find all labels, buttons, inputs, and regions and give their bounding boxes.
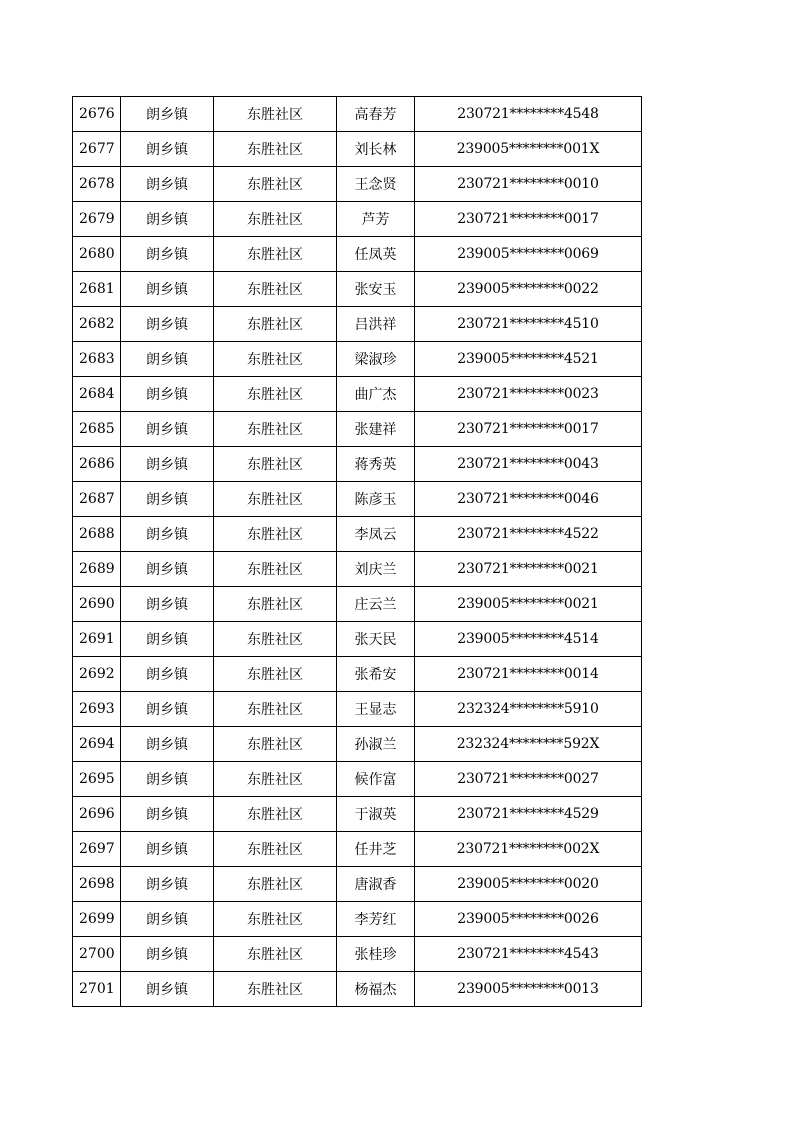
town-cell: 朗乡镇 <box>121 482 214 517</box>
name-cell: 候作富 <box>337 762 415 797</box>
row-number-cell: 2694 <box>73 727 121 762</box>
town-cell: 朗乡镇 <box>121 972 214 1007</box>
table-row <box>73 692 642 727</box>
row-number-cell: 2684 <box>73 377 121 412</box>
town-cell: 朗乡镇 <box>121 692 214 727</box>
town-cell: 朗乡镇 <box>121 202 214 237</box>
town-cell: 朗乡镇 <box>121 622 214 657</box>
table-row <box>73 832 642 867</box>
table-row <box>73 972 642 1007</box>
row-number-cell: 2676 <box>73 97 121 132</box>
table-row <box>73 342 642 377</box>
id-number-cell: 230721********0017 <box>415 412 642 447</box>
name-cell: 曲广杰 <box>337 377 415 412</box>
table-row <box>73 622 642 657</box>
row-number-cell: 2680 <box>73 237 121 272</box>
table-row <box>73 412 642 447</box>
id-number-cell: 230721********0014 <box>415 657 642 692</box>
table-row <box>73 272 642 307</box>
row-number-cell: 2689 <box>73 552 121 587</box>
town-cell: 朗乡镇 <box>121 727 214 762</box>
id-number-cell: 230721********4510 <box>415 307 642 342</box>
community-cell: 东胜社区 <box>214 272 337 307</box>
table-row <box>73 587 642 622</box>
town-cell: 朗乡镇 <box>121 902 214 937</box>
community-cell: 东胜社区 <box>214 132 337 167</box>
community-cell: 东胜社区 <box>214 97 337 132</box>
id-number-cell: 239005********0021 <box>415 587 642 622</box>
table-row <box>73 797 642 832</box>
name-cell: 唐淑香 <box>337 867 415 902</box>
row-number-cell: 2685 <box>73 412 121 447</box>
town-cell: 朗乡镇 <box>121 412 214 447</box>
row-number-cell: 2700 <box>73 937 121 972</box>
name-cell: 王显志 <box>337 692 415 727</box>
town-cell: 朗乡镇 <box>121 167 214 202</box>
table-row <box>73 517 642 552</box>
town-cell: 朗乡镇 <box>121 762 214 797</box>
table-row <box>73 307 642 342</box>
name-cell: 张天民 <box>337 622 415 657</box>
community-cell: 东胜社区 <box>214 902 337 937</box>
name-cell: 陈彦玉 <box>337 482 415 517</box>
town-cell: 朗乡镇 <box>121 97 214 132</box>
town-cell: 朗乡镇 <box>121 237 214 272</box>
id-number-cell: 230721********0027 <box>415 762 642 797</box>
id-number-cell: 239005********0022 <box>415 272 642 307</box>
row-number-cell: 2687 <box>73 482 121 517</box>
name-cell: 庄云兰 <box>337 587 415 622</box>
row-number-cell: 2682 <box>73 307 121 342</box>
community-cell: 东胜社区 <box>214 657 337 692</box>
table-row <box>73 657 642 692</box>
name-cell: 王念贤 <box>337 167 415 202</box>
community-cell: 东胜社区 <box>214 377 337 412</box>
community-cell: 东胜社区 <box>214 587 337 622</box>
row-number-cell: 2696 <box>73 797 121 832</box>
table-row <box>73 552 642 587</box>
id-number-cell: 230721********0043 <box>415 447 642 482</box>
row-number-cell: 2683 <box>73 342 121 377</box>
community-cell: 东胜社区 <box>214 482 337 517</box>
name-cell: 李凤云 <box>337 517 415 552</box>
id-number-cell: 230721********0021 <box>415 552 642 587</box>
row-number-cell: 2678 <box>73 167 121 202</box>
row-number-cell: 2698 <box>73 867 121 902</box>
name-cell: 张桂珍 <box>337 937 415 972</box>
row-number-cell: 2688 <box>73 517 121 552</box>
table-row <box>73 482 642 517</box>
table-row <box>73 237 642 272</box>
id-number-cell: 239005********0026 <box>415 902 642 937</box>
name-cell: 张建祥 <box>337 412 415 447</box>
row-number-cell: 2677 <box>73 132 121 167</box>
id-number-cell: 239005********001X <box>415 132 642 167</box>
table-row <box>73 132 642 167</box>
name-cell: 任井芝 <box>337 832 415 867</box>
id-number-cell: 230721********4548 <box>415 97 642 132</box>
community-cell: 东胜社区 <box>214 937 337 972</box>
id-number-cell: 232324********5910 <box>415 692 642 727</box>
town-cell: 朗乡镇 <box>121 307 214 342</box>
table-row <box>73 167 642 202</box>
table-row <box>73 867 642 902</box>
town-cell: 朗乡镇 <box>121 552 214 587</box>
roster-body <box>73 97 642 1007</box>
id-number-cell: 230721********0023 <box>415 377 642 412</box>
name-cell: 梁淑珍 <box>337 342 415 377</box>
name-cell: 孙淑兰 <box>337 727 415 762</box>
roster-table <box>72 96 642 1007</box>
community-cell: 东胜社区 <box>214 692 337 727</box>
id-number-cell: 232324********592X <box>415 727 642 762</box>
community-cell: 东胜社区 <box>214 832 337 867</box>
table-row <box>73 202 642 237</box>
name-cell: 刘长林 <box>337 132 415 167</box>
name-cell: 高春芳 <box>337 97 415 132</box>
community-cell: 东胜社区 <box>214 552 337 587</box>
community-cell: 东胜社区 <box>214 342 337 377</box>
town-cell: 朗乡镇 <box>121 342 214 377</box>
name-cell: 张安玉 <box>337 272 415 307</box>
town-cell: 朗乡镇 <box>121 377 214 412</box>
table-row <box>73 902 642 937</box>
community-cell: 东胜社区 <box>214 797 337 832</box>
row-number-cell: 2699 <box>73 902 121 937</box>
id-number-cell: 230721********4529 <box>415 797 642 832</box>
row-number-cell: 2691 <box>73 622 121 657</box>
id-number-cell: 230721********0017 <box>415 202 642 237</box>
name-cell: 李芳红 <box>337 902 415 937</box>
community-cell: 东胜社区 <box>214 517 337 552</box>
name-cell: 张希安 <box>337 657 415 692</box>
row-number-cell: 2701 <box>73 972 121 1007</box>
table-row <box>73 727 642 762</box>
community-cell: 东胜社区 <box>214 622 337 657</box>
town-cell: 朗乡镇 <box>121 867 214 902</box>
id-number-cell: 239005********0069 <box>415 237 642 272</box>
name-cell: 杨福杰 <box>337 972 415 1007</box>
community-cell: 东胜社区 <box>214 727 337 762</box>
name-cell: 任凤英 <box>337 237 415 272</box>
community-cell: 东胜社区 <box>214 972 337 1007</box>
id-number-cell: 230721********002X <box>415 832 642 867</box>
community-cell: 东胜社区 <box>214 307 337 342</box>
town-cell: 朗乡镇 <box>121 517 214 552</box>
name-cell: 刘庆兰 <box>337 552 415 587</box>
town-cell: 朗乡镇 <box>121 587 214 622</box>
id-number-cell: 239005********4514 <box>415 622 642 657</box>
row-number-cell: 2693 <box>73 692 121 727</box>
name-cell: 吕洪祥 <box>337 307 415 342</box>
id-number-cell: 239005********0013 <box>415 972 642 1007</box>
town-cell: 朗乡镇 <box>121 832 214 867</box>
community-cell: 东胜社区 <box>214 167 337 202</box>
town-cell: 朗乡镇 <box>121 937 214 972</box>
row-number-cell: 2692 <box>73 657 121 692</box>
id-number-cell: 239005********4521 <box>415 342 642 377</box>
id-number-cell: 239005********0020 <box>415 867 642 902</box>
table-row <box>73 377 642 412</box>
id-number-cell: 230721********0010 <box>415 167 642 202</box>
id-number-cell: 230721********4543 <box>415 937 642 972</box>
row-number-cell: 2681 <box>73 272 121 307</box>
id-number-cell: 230721********0046 <box>415 482 642 517</box>
town-cell: 朗乡镇 <box>121 797 214 832</box>
community-cell: 东胜社区 <box>214 447 337 482</box>
id-number-cell: 230721********4522 <box>415 517 642 552</box>
town-cell: 朗乡镇 <box>121 272 214 307</box>
row-number-cell: 2695 <box>73 762 121 797</box>
row-number-cell: 2690 <box>73 587 121 622</box>
community-cell: 东胜社区 <box>214 867 337 902</box>
name-cell: 芦芳 <box>337 202 415 237</box>
name-cell: 蒋秀英 <box>337 447 415 482</box>
community-cell: 东胜社区 <box>214 202 337 237</box>
community-cell: 东胜社区 <box>214 237 337 272</box>
table-row <box>73 762 642 797</box>
town-cell: 朗乡镇 <box>121 132 214 167</box>
row-number-cell: 2697 <box>73 832 121 867</box>
table-row <box>73 447 642 482</box>
table-row <box>73 937 642 972</box>
community-cell: 东胜社区 <box>214 412 337 447</box>
community-cell: 东胜社区 <box>214 762 337 797</box>
table-row <box>73 97 642 132</box>
town-cell: 朗乡镇 <box>121 447 214 482</box>
name-cell: 于淑英 <box>337 797 415 832</box>
row-number-cell: 2686 <box>73 447 121 482</box>
row-number-cell: 2679 <box>73 202 121 237</box>
town-cell: 朗乡镇 <box>121 657 214 692</box>
